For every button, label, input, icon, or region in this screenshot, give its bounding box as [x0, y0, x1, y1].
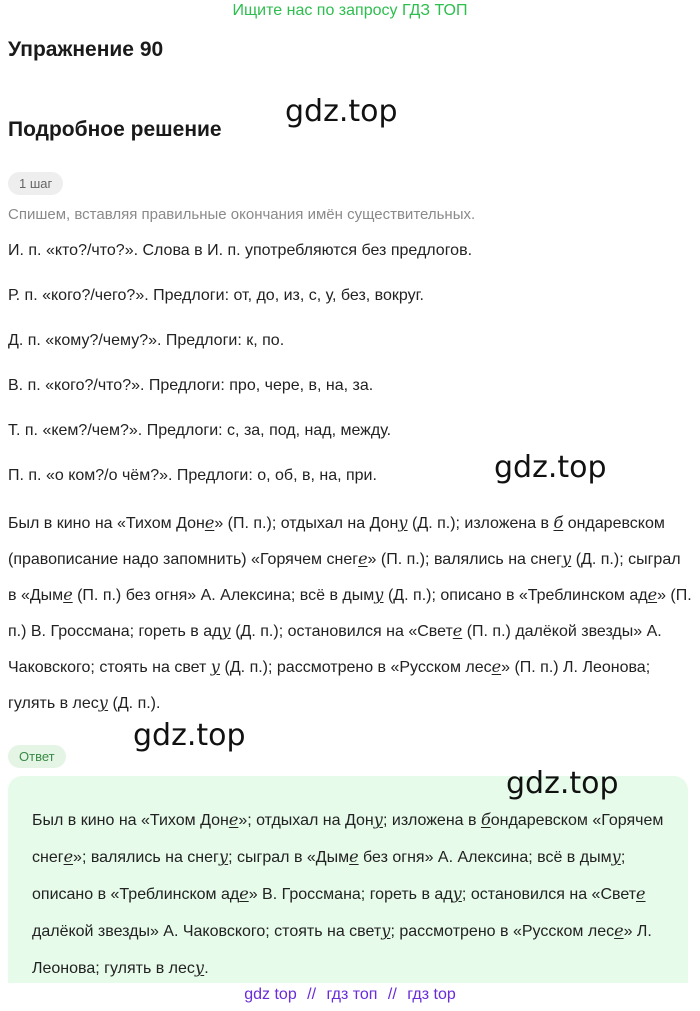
- intro-text: Спишем, вставляя правильные окончания имён существительных.: [8, 206, 476, 223]
- text-segment: ; изложена в: [383, 812, 481, 829]
- inserted-ending: е: [491, 657, 502, 676]
- text-segment: (Д. п.); сыграл в «Дым: [8, 551, 681, 604]
- text-segment: (Д. п.); описано в «Треблинском ад: [383, 587, 648, 604]
- text-segment: .: [204, 960, 209, 977]
- watermark: gdz.top: [494, 450, 607, 485]
- text-segment: »; отдыхал на Дон: [238, 812, 374, 829]
- inserted-ending: е: [228, 810, 239, 829]
- rule-genitive: Р. п. «кого?/чего?». Предлоги: от, до, из, с, у, без, вокруг.: [8, 287, 424, 304]
- text-segment: ; остановился на «Свет: [461, 886, 637, 903]
- inserted-ending: у: [398, 513, 408, 532]
- text-segment: » (П. п.); отдыхал на Дон: [214, 515, 399, 532]
- watermark: gdz.top: [133, 718, 246, 753]
- text-segment: (П. п.) далёкой звезды» А. Чаковского; стоять на свет: [8, 623, 662, 676]
- inserted-ending: е: [647, 585, 658, 604]
- text-segment: » Л. Леонова; гулять в лес: [32, 923, 652, 977]
- footer-link[interactable]: гдз топ: [326, 986, 378, 1003]
- rule-nominative: И. п. «кто?/что?». Слова в И. п. употребляются без предлогов.: [8, 242, 473, 259]
- text-segment: далёкой звезды» А. Чаковского; стоять на свет: [32, 923, 382, 940]
- inserted-ending: е: [358, 549, 368, 568]
- text-segment: »; валялись на снег: [73, 849, 219, 866]
- exercise-title: Упражнение 90: [8, 38, 164, 61]
- footer-separator: //: [387, 986, 397, 1003]
- text-segment: ; сыграл в «Дым: [228, 849, 350, 866]
- inserted-ending: у: [194, 958, 205, 977]
- watermark: gdz.top: [285, 94, 398, 129]
- text-segment: » (П. п.) В. Гроссмана; гореть в ад: [8, 587, 692, 640]
- text-segment: (Д. п.); остановился на «Свет: [230, 623, 453, 640]
- text-segment: ондаревском «Горячем снег: [32, 812, 664, 866]
- solution-paragraph: [8, 505, 692, 721]
- text-segment: Был в кино на «Тихом Дон: [32, 812, 229, 829]
- text-segment: ; описано в «Треблинском ад: [32, 849, 626, 903]
- inserted-ending: е: [63, 847, 74, 866]
- answer-paragraph: [32, 802, 672, 987]
- inserted-ending: у: [381, 921, 391, 940]
- answer-badge: Ответ: [8, 745, 66, 768]
- text-segment: ; рассмотрено в «Русском лес: [390, 923, 615, 940]
- inserted-ending: б: [480, 810, 491, 829]
- inserted-ending: б: [553, 513, 564, 532]
- text-segment: без огня» А. Алексина; всё в дым: [358, 849, 612, 866]
- inserted-ending: у: [221, 621, 231, 640]
- text-segment: (Д. п.); изложена в: [407, 515, 554, 532]
- text-segment: » В. Гроссмана; гореть в ад: [248, 886, 453, 903]
- text-segment: Был в кино на «Тихом Дон: [8, 515, 205, 532]
- top-banner: Ищите нас по запросу ГДЗ ТОП: [232, 2, 468, 19]
- inserted-ending: е: [452, 621, 463, 640]
- section-title: Подробное решение: [8, 118, 222, 141]
- inserted-ending: у: [611, 847, 621, 866]
- inserted-ending: е: [204, 513, 215, 532]
- inserted-ending: у: [373, 810, 383, 829]
- rule-instrumental: Т. п. «кем?/чем?». Предлоги: с, за, под, над, между.: [8, 422, 392, 439]
- inserted-ending: у: [452, 884, 462, 903]
- inserted-ending: у: [374, 585, 384, 604]
- footer-separator: //: [307, 986, 317, 1003]
- footer-links: [0, 986, 700, 1004]
- inserted-ending: у: [210, 657, 221, 676]
- footer-link[interactable]: гдз top: [407, 986, 456, 1003]
- inserted-ending: у: [98, 693, 109, 712]
- inserted-ending: е: [239, 884, 249, 903]
- footer-link[interactable]: gdz top: [244, 986, 297, 1003]
- inserted-ending: е: [63, 585, 73, 604]
- text-segment: (Д. п.); рассмотрено в «Русском лес: [220, 659, 492, 676]
- rule-prepositional: П. п. «о ком?/о чём?». Предлоги: о, об, в, на, при.: [8, 467, 377, 484]
- inserted-ending: у: [561, 549, 572, 568]
- watermark: gdz.top: [506, 766, 619, 801]
- text-segment: (Д. п.).: [108, 695, 161, 712]
- inserted-ending: е: [636, 884, 646, 903]
- step-badge: 1 шаг: [8, 172, 63, 195]
- rule-dative: Д. п. «кому?/чему?». Предлоги: к, по.: [8, 332, 285, 349]
- text-segment: » (П. п.) Л. Леонова; гулять в лес: [8, 659, 651, 712]
- text-segment: (П. п.) без огня» А. Алексина; всё в дым: [72, 587, 375, 604]
- text-segment: » (П. п.); валялись на снег: [367, 551, 562, 568]
- rule-accusative: В. п. «кого?/что?». Предлоги: про, чере, в, на, за.: [8, 377, 374, 394]
- inserted-ending: е: [349, 847, 359, 866]
- inserted-ending: у: [218, 847, 229, 866]
- inserted-ending: е: [614, 921, 624, 940]
- text-segment: ондаревском (правописание надо запомнить) «Горячем снег: [8, 515, 665, 568]
